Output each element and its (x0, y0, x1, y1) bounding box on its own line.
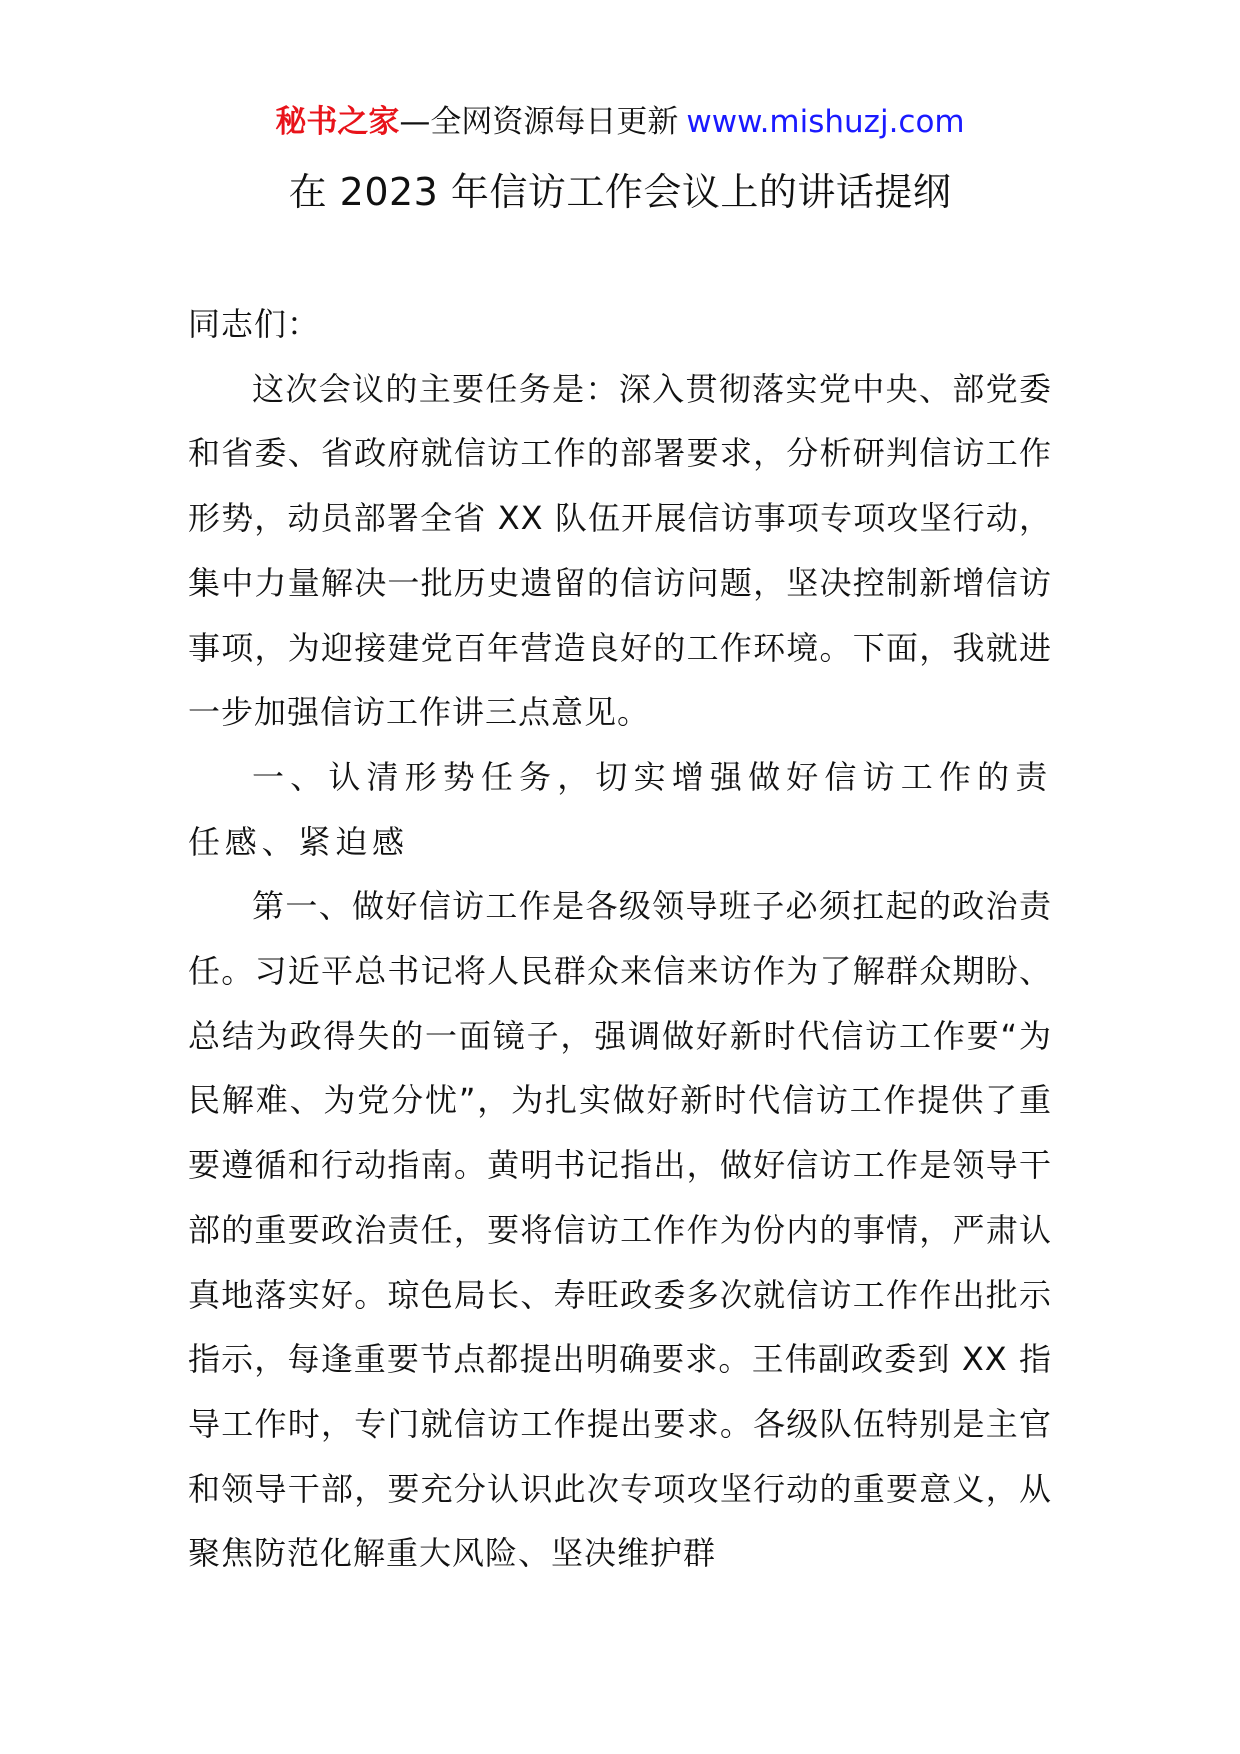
section-heading-1: 一、认清形势任务，切实增强做好信访工作的责任感、紧迫感 (188, 757, 1052, 861)
document-title: 在 2023 年信访工作会议上的讲话提纲 (288, 170, 952, 214)
salutation: 同志们： (188, 305, 321, 343)
document-body (188, 292, 1052, 1586)
paragraph-intro: 这次会议的主要任务是：深入贯彻落实党中央、部党委和省委、省政府就信访工作的部署要求，分析研判信访工作形势，动员部署全省 XX 队伍开展信访事项专项攻坚行动，集中力量解决一批历史遗留的信访问题，坚决控制新增信访事项，为迎接建党百年营造良好的工作环境。下面，我就进一步加强信访工作讲三点意见。 (188, 369, 1052, 732)
watermark-header (0, 100, 1240, 144)
paragraph-first-point: 第一、做好信访工作是各级领导班子必须扛起的政治责任。习近平总书记将人民群众来信来访作为了解群众期盼、总结为政得失的一面镜子，强调做好新时代信访工作要“为民解难、为党分忧”，为扎实做好新时代信访工作提供了重要遵循和行动指南。黄明书记指出，做好信访工作是领导干部的重要政治责任，要将信访工作作为份内的事情，严肃认真地落实好。琼色局长、寿旺政委多次就信访工作作出批示指示，每逢重要节点都提出明确要求。王伟副政委到 XX 指导工作时，专门就信访工作提出要求。各级队伍特别是主官和领导干部，要充分认识此次专项攻坚行动的重要意义，从聚焦防范化解重大风险、坚决维护群 (188, 887, 1052, 1573)
header-tagline: —全网资源每日更新 (399, 104, 679, 140)
site-url-link[interactable]: www.mishuzj.com (686, 104, 965, 140)
brand-name: 秘书之家 (275, 104, 400, 140)
